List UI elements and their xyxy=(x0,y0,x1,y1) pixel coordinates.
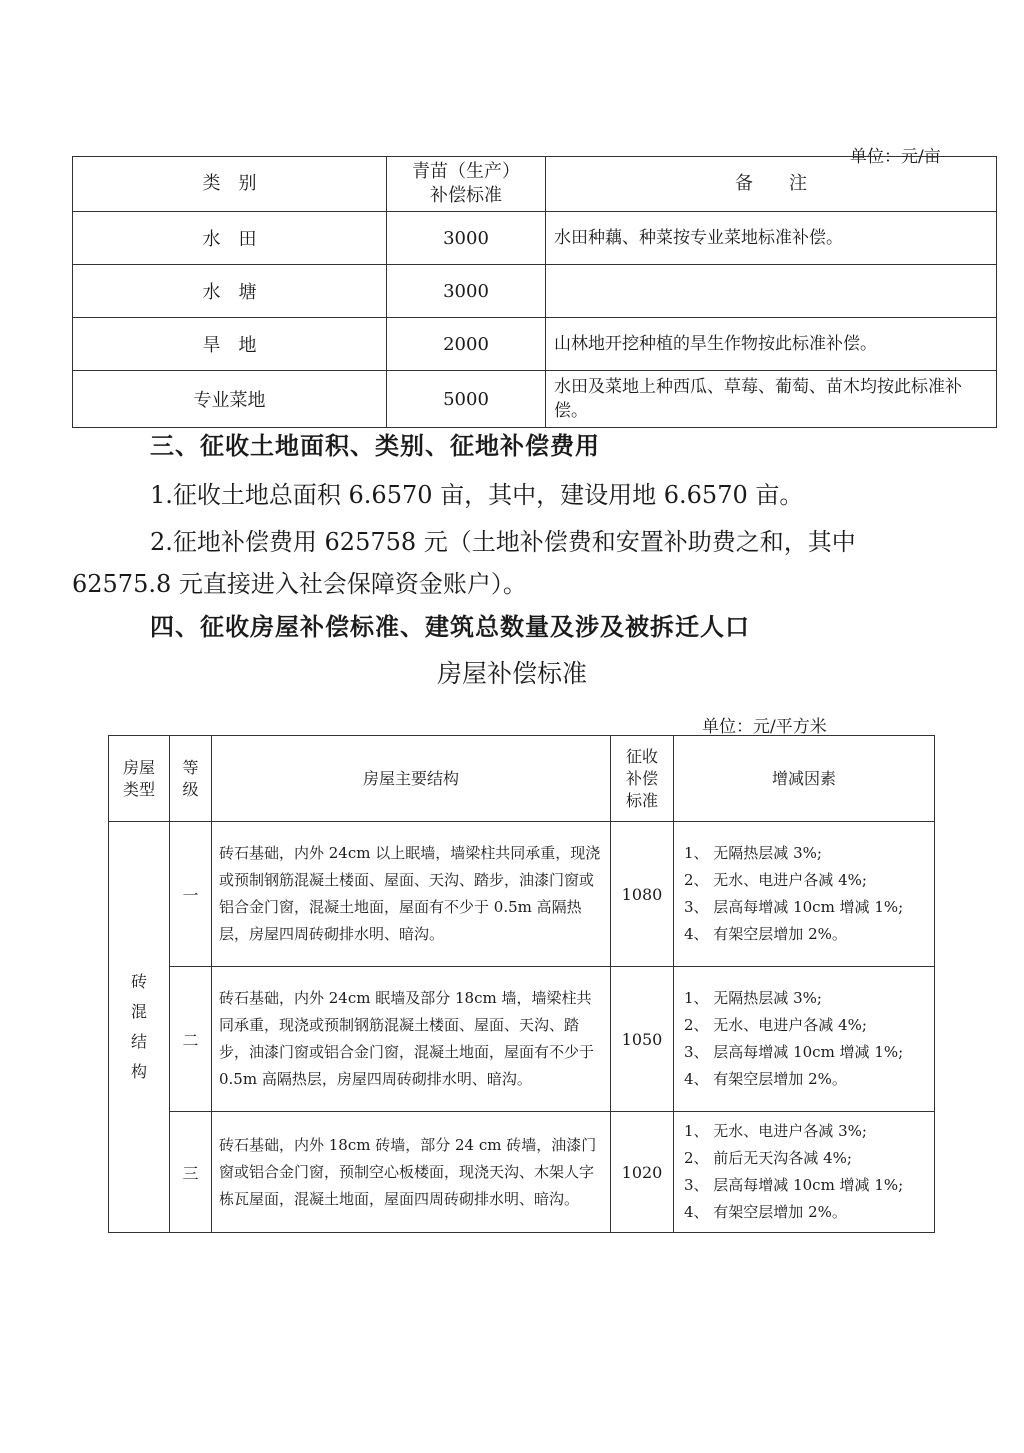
row-type: 旱 地 xyxy=(73,318,387,371)
table-header-row xyxy=(73,157,997,212)
factor-item: 3、 层高每增减 10cm 增减 1%; xyxy=(684,898,904,916)
row-standard: 2000 xyxy=(387,318,546,371)
table-header-row xyxy=(109,736,935,822)
factor-item: 2、 前后无天沟各减 4%; xyxy=(684,1149,852,1167)
header-structure: 房屋主要结构 xyxy=(212,736,611,822)
row-standard: 5000 xyxy=(387,371,546,428)
factor-item: 4、 有架空层增加 2%。 xyxy=(684,1203,847,1221)
row-note: 山林地开挖种植的旱生作物按此标准补偿。 xyxy=(546,318,997,371)
factor-item: 2、 无水、电进户各减 4%; xyxy=(684,871,867,889)
header-grade: 等级 xyxy=(170,736,212,822)
table-row xyxy=(109,967,935,1112)
table2-unit: 单位：元/平方米 xyxy=(702,717,827,737)
factor-item: 4、 有架空层增加 2%。 xyxy=(684,1070,847,1088)
header-factors: 增减因素 xyxy=(674,736,935,822)
table-row xyxy=(109,822,935,967)
standard-cell: 1020 xyxy=(611,1112,674,1233)
table-row xyxy=(109,1112,935,1233)
table1-unit: 单位：元/亩 xyxy=(850,147,941,167)
grade-cell: 一 xyxy=(170,822,212,967)
table-row xyxy=(73,212,997,265)
row-type: 专业菜地 xyxy=(73,371,387,428)
header-standard: 青苗（生产）补偿标准 xyxy=(387,157,546,212)
row-note: 水田种藕、种菜按专业菜地标准补偿。 xyxy=(546,212,997,265)
factor-item: 1、 无隔热层减 3%; xyxy=(684,989,822,1007)
house-compensation-table xyxy=(108,735,935,1233)
factor-item: 1、 无隔热层减 3%; xyxy=(684,844,822,862)
structure-cell: 砖石基础，内外 24cm 以上眠墙，墙梁柱共同承重，现浇或预制钢筋混凝土楼面、屋面、天沟、踏步，油漆门窗或铝合金门窗，混凝土地面，屋面有不少于 0.5m 高隔热层，房屋四周砖砌排水明、暗沟。 xyxy=(212,822,611,967)
header-type: 类 别 xyxy=(73,157,387,212)
structure-cell: 砖石基础，内外 18cm 砖墙，部分 24 cm 砖墙，油漆门窗或铝合金门窗，预制空心板楼面，现浇天沟、木架人字栋瓦屋面，混凝土地面，屋面四周砖砌排水明、暗沟。 xyxy=(212,1112,611,1233)
row-standard: 3000 xyxy=(387,212,546,265)
table-row xyxy=(73,371,997,428)
grade-cell: 三 xyxy=(170,1112,212,1233)
factor-item: 3、 层高每增减 10cm 增减 1%; xyxy=(684,1176,904,1194)
header-standard: 征收补偿标准 xyxy=(611,736,674,822)
structure-cell: 砖石基础，内外 24cm 眠墙及部分 18cm 墙，墙梁柱共同承重，现浇或预制钢筋混凝土楼面、屋面、天沟、踏步，油漆门窗或铝合金门窗，混凝土地面，屋面有不少于 0.5m 高隔热层，房屋四周砖砌排水明、暗沟。 xyxy=(212,967,611,1112)
table-row xyxy=(73,318,997,371)
house-type-cell: 砖混结构 xyxy=(109,822,170,1233)
factors-cell xyxy=(674,1112,935,1233)
section4-heading: 四、征收房屋补偿标准、建筑总数量及涉及被拆迁人口 xyxy=(150,612,750,641)
row-standard: 3000 xyxy=(387,265,546,318)
standard-cell: 1080 xyxy=(611,822,674,967)
section3-paragraph-2: 2.征地补偿费用 625758 元（土地补偿费和安置补助费之和，其中 62575.8 元直接进入社会保障资金账户）。 xyxy=(72,528,856,598)
grade-cell: 二 xyxy=(170,967,212,1112)
seedling-compensation-table xyxy=(72,156,997,428)
table-row xyxy=(73,265,997,318)
header-note: 备 注 xyxy=(546,157,997,212)
factor-item: 2、 无水、电进户各减 4%; xyxy=(684,1016,867,1034)
factors-cell xyxy=(674,822,935,967)
factor-item: 4、 有架空层增加 2%。 xyxy=(684,925,847,943)
row-note xyxy=(546,265,997,318)
table2-title: 房屋补偿标准 xyxy=(436,659,587,688)
header-house-type: 房屋类型 xyxy=(109,736,170,822)
row-note: 水田及菜地上种西瓜、草莓、葡萄、苗木均按此标准补偿。 xyxy=(546,371,997,428)
factors-cell xyxy=(674,967,935,1112)
factor-item: 3、 层高每增减 10cm 增减 1%; xyxy=(684,1043,904,1061)
factor-item: 1、 无水、电进户各减 3%; xyxy=(684,1122,867,1140)
section3-paragraph-1: 1.征收土地总面积 6.6570 亩，其中，建设用地 6.6570 亩。 xyxy=(150,481,804,509)
row-type: 水 田 xyxy=(73,212,387,265)
standard-cell: 1050 xyxy=(611,967,674,1112)
row-type: 水 塘 xyxy=(73,265,387,318)
section3-heading: 三、征收土地面积、类别、征地补偿费用 xyxy=(150,431,600,460)
